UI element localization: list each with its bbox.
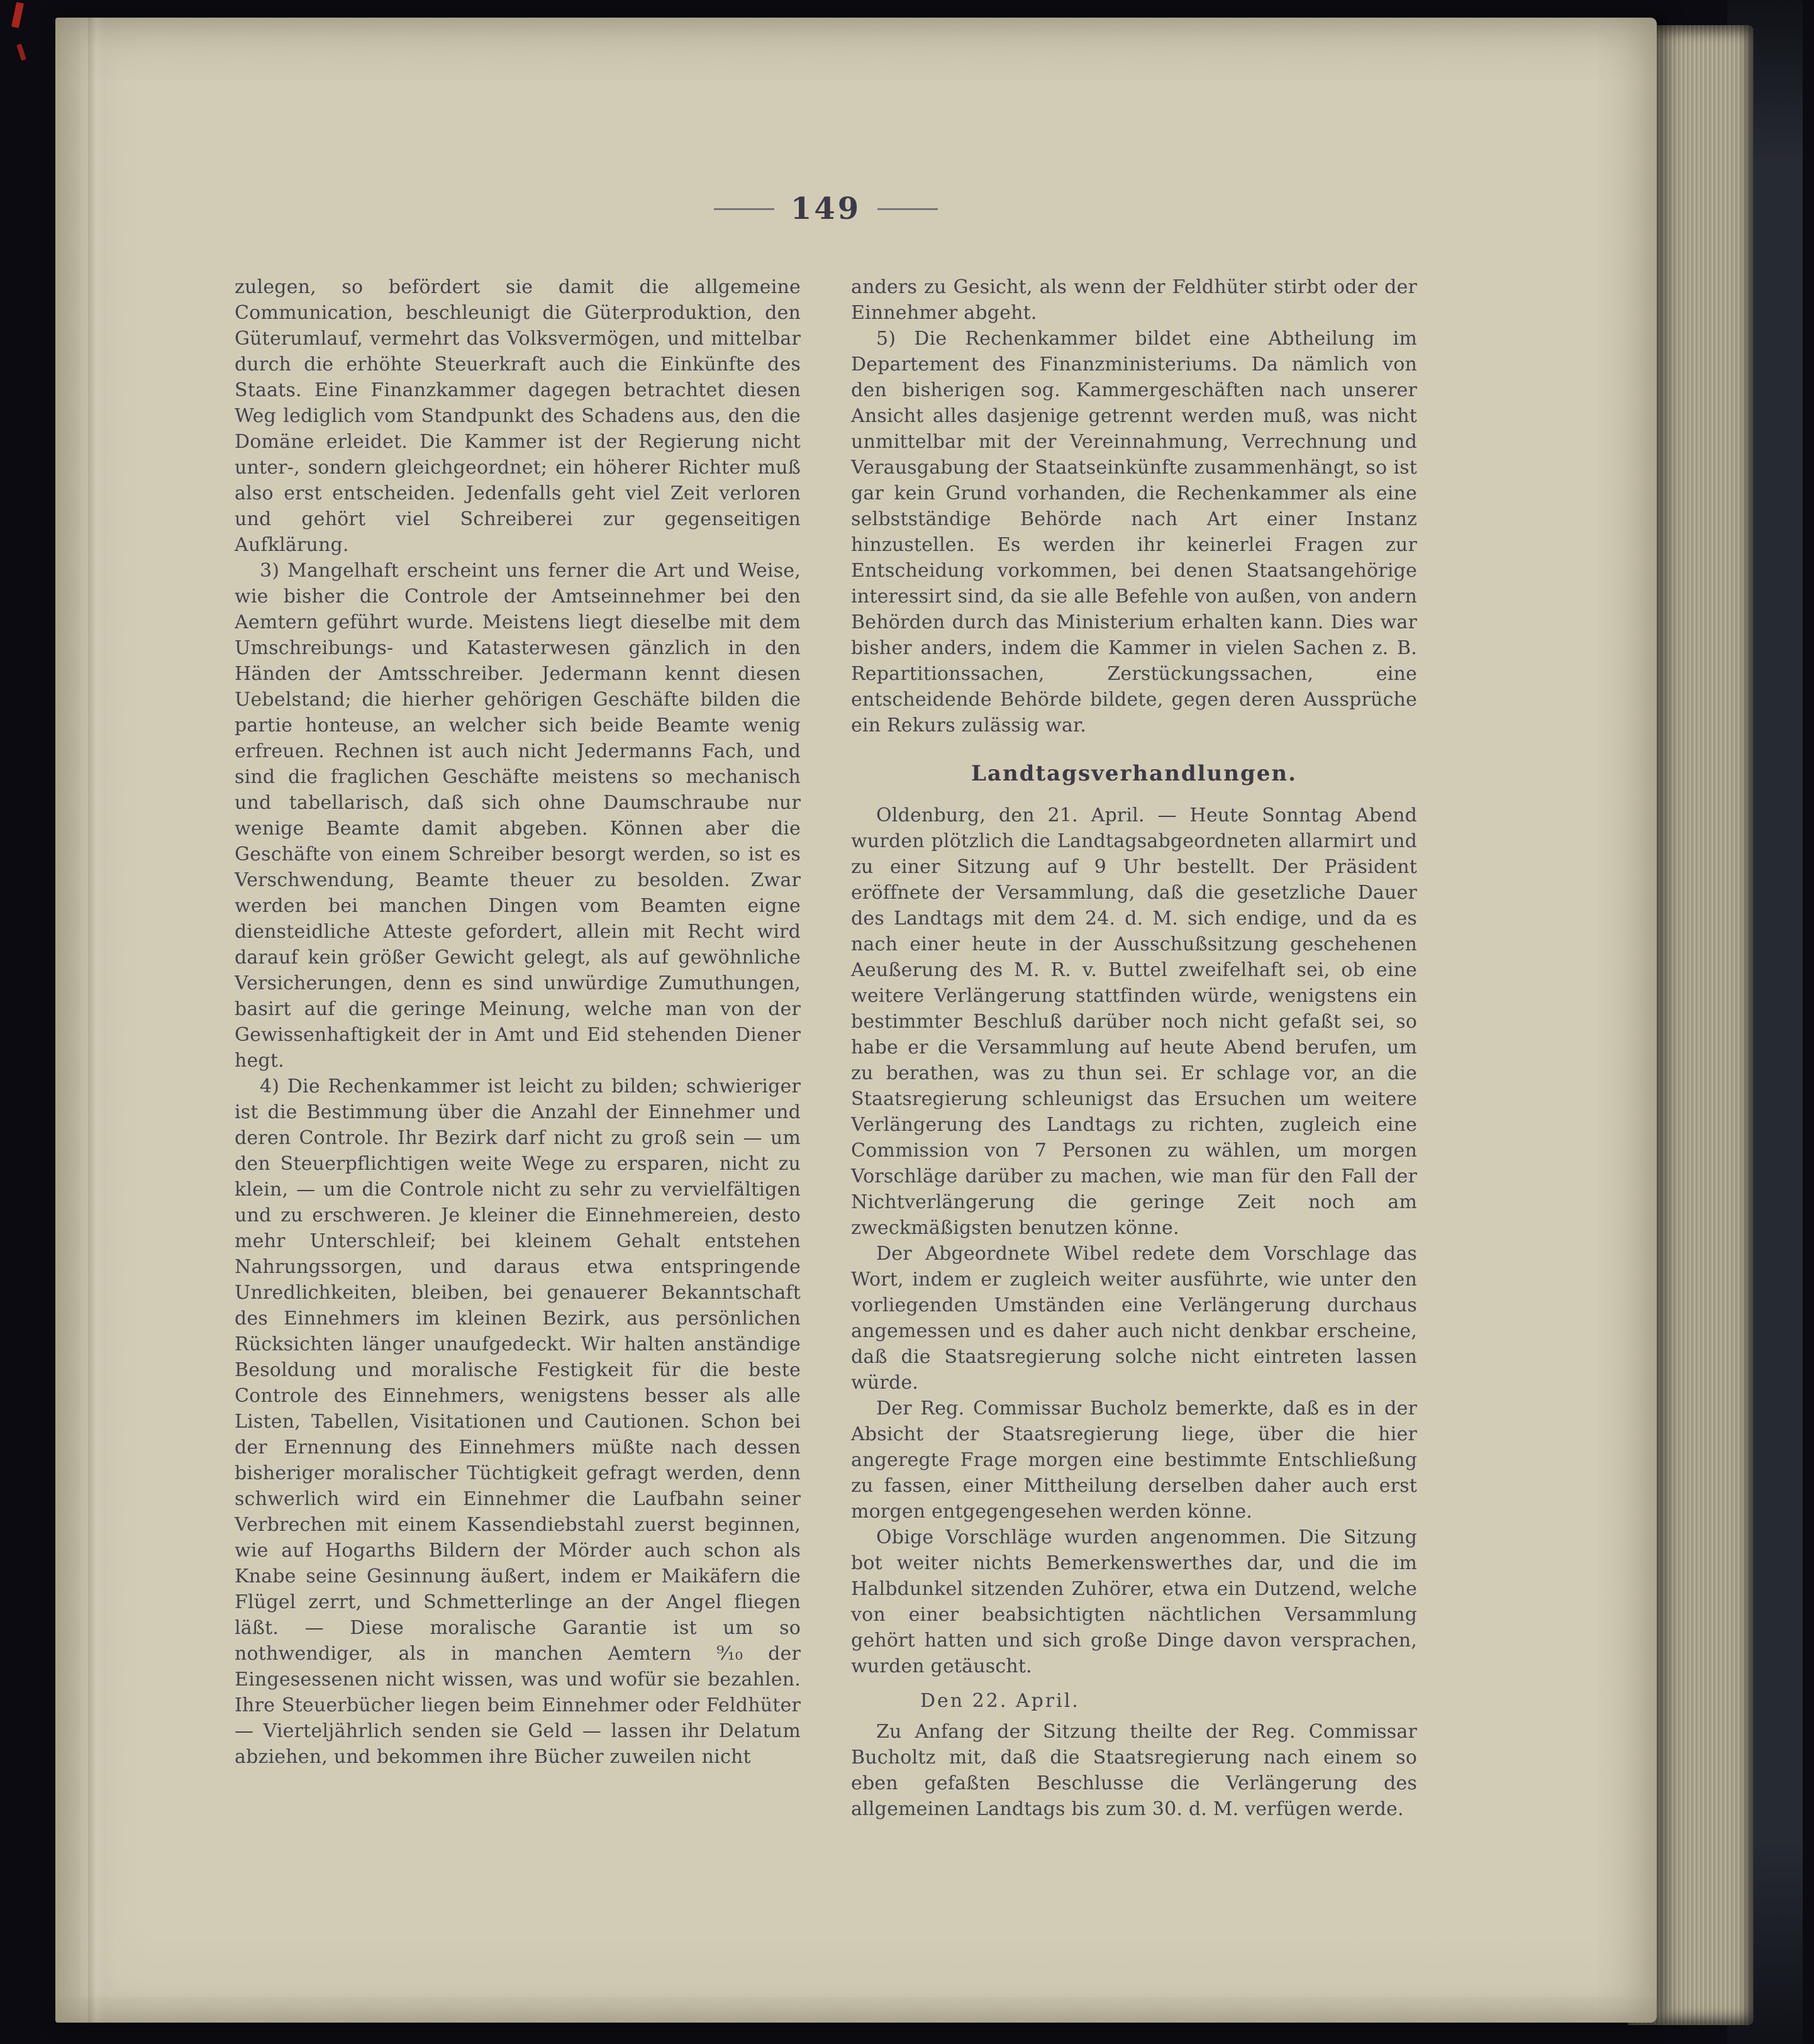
date-heading: Den 22. April. <box>920 1690 1080 1712</box>
paragraph: 3) Mangelhaft erscheint uns ferner die Art und Weise, wie bisher die Controle der Amtseinnehmer bei den Aemtern geführt wurde. Meistens liegt dieselbe mit dem Umschreibungs- und Katasterwesen gänzlich in den Händen der Amtsschreiber. Jedermann kennt diesen Uebelstand; die hierher gehörigen Geschäfte bilden die partie honteuse, an welcher sich beide Beamte wenig erfreuen. Rechnen ist auch nicht Jedermanns Fach, und sind die fraglichen Geschäfte meistens so mechanisch und tabellarisch, daß sich ohne Daumschraube nur wenige Beamte damit abgeben. Können aber die Geschäfte von einem Schreiber besorgt werden, so ist es Verschwendung, Beamte theuer zu besolden. Zwar werden bei manchen Dingen vom Beamten eigne diensteidliche Atteste gefordert, allein mit Recht wird darauf kein größer Gewicht gelegt, als auf gewöhnliche Versicherungen, denn es sind unwürdige Zumuthungen, basirt auf die geringe Meinung, welche man von der Gewissenhaftigkeit der in Amt und Eid stehenden Diener hegt. <box>235 560 801 1072</box>
paragraph: zulegen, so befördert sie damit die allgemeine Communication, beschleunigt die Güterproduktion, den Güterumlauf, vermehrt das Volksvermögen, und mittelbar durch die erhöhte Steuerkraft auch die Einkünfte des Staats. Eine Finanzkammer dagegen betrachtet diesen Weg lediglich vom Standpunkt des Schadens aus, den die Domäne erleidet. Die Kammer ist der Regierung nicht unter-, sondern gleichgeordnet; ein höherer Richter muß also erst entscheiden. Jedenfalls geht viel Zeit verloren und gehört viel Schreiberei zur gegenseitigen Aufklärung. <box>235 276 801 556</box>
paragraph: 4) Die Rechenkammer ist leicht zu bilden; schwieriger ist die Bestimmung über die Anzahl der Einnehmer und deren Controle. Ihr Bezirk darf nicht zu groß sein — um den Steuerpflichtigen weite Wege zu ersparen, nicht zu klein, — um die Controle nicht zu sehr zu vervielfältigen und zu erschweren. Je kleiner die Einnehmereien, desto mehr Unterschleif; bei kleinem Gehalt entstehen Nahrungssorgen, und daraus etwa entspringende Unredlichkeiten, bleiben, bei genauerer Bekanntschaft des Einnehmers im kleinen Bezirk, aus persönlichen Rücksichten länger unaufgedeckt. Wir halten anständige Besoldung und moralische Festigkeit für die beste Controle des Einnehmers, wenigstens besser als alle Listen, Tabellen, Visitationen und Cautionen. Schon bei der Ernennung des Einnehmers müßte nach dessen bisheriger moralischer Tüchtigkeit gefragt werden, denn schwerlich wird ein Einnehmer die Laufbahn seiner Verbrechen mit einem Kassendiebstahl zuerst beginnen, wie auf Hogarths Bildern der Mörder auch schon als Knabe seine Gesinnung äußert, indem er Maikäfern die Flügel zerrt, und Schmetterlinge an der Angel fliegen läßt. — Diese moralische Garantie ist um so nothwendiger, als in manchen Aemtern ⁹⁄₁₀ der Eingesessenen nicht wissen, was und wofür sie bezahlen. Ihre Steuerbücher liegen beim Einnehmer oder Feldhüter — Vierteljährlich senden sie Geld — lassen ihr Delatum abziehen, und bekommen ihre Bücher zuweilen nicht <box>235 1075 801 1768</box>
paragraph: anders zu Gesicht, als wenn der Feldhüter stirbt oder der Einnehmer abgeht. <box>851 276 1417 324</box>
paragraph: Der Abgeordnete Wibel redete dem Vorschlage das Wort, indem er zugleich weiter ausführte, wie unter den vorliegenden Umständen eine Verlängerung durchaus angemessen und es daher auch nicht denkbar erscheine, daß die Staatsregierung solche nicht eintreten lassen würde. <box>851 1243 1417 1394</box>
red-edge-mark <box>16 43 26 60</box>
paragraph: Obige Vorschläge wurden angenommen. Die Sitzung bot weiter nichts Bemerkenswerthes dar, und die im Halbdunkel sitzenden Zuhörer, etwa ein Dutzend, welche von einer beabsichtigten nächtlichen Versammlung gehört hatten und sich große Dinge davon versprachen, wurden getäuscht. <box>851 1526 1417 1677</box>
page-number: 149 <box>790 191 862 226</box>
section-heading: Landtagsverhandlungen. <box>971 761 1297 786</box>
page-number-rule-right <box>877 208 938 210</box>
paper-page <box>55 18 1657 2023</box>
paragraph: Oldenburg, den 21. April. — Heute Sonntag Abend wurden plötzlich die Landtagsabgeordneten allarmirt und zu einer Sitzung auf 9 Uhr bestellt. Der Präsident eröffnete der Versammlung, daß die gesetzliche Dauer des Landtags mit dem 24. d. M. sich endige, und da es nach einer heute in der Ausschußsitzung geschehenen Aeußerung des M. R. v. Buttel zweifelhaft sei, ob eine weitere Verlängerung stattfinden würde, wenigstens ein bestimmter Beschluß darüber noch nicht gefaßt sei, so habe er die Versammlung auf heute Abend berufen, um zu berathen, was zu thun sei. Er schlage vor, an die Staatsregierung schleunigst das Ersuchen um weitere Verlängerung des Landtags zu richten, zugleich eine Commission von 7 Personen zu wählen, um morgen Vorschläge darüber zu machen, wie man für den Fall der Nichtverlängerung die geringe Zeit noch am zweckmäßigsten benutzen könne. <box>851 804 1417 1239</box>
text-columns <box>235 274 1417 1822</box>
red-edge-mark <box>11 2 24 28</box>
page-number-rule-left <box>714 208 774 210</box>
right-column <box>851 274 1417 1822</box>
left-column <box>235 274 801 1822</box>
paragraph: Der Reg. Commissar Bucholz bemerkte, daß es in der Absicht der Staatsregierung liege, über die hier angeregte Frage morgen eine bestimmte Entschließung zu fassen, einer Mittheilung derselben daher auch erst morgen entgegengesehen werden könne. <box>851 1397 1417 1523</box>
page-header <box>235 191 1417 226</box>
paragraph: 5) Die Rechenkammer bildet eine Abtheilung im Departement des Finanzministeriums. Da nämlich von den bisherigen sog. Kammergeschäften nach unserer Ansicht alles dasjenige getrennt werden muß, was nicht unmittelbar mit der Vereinnahmung, Verrechnung und Verausgabung der Staatseinkünfte zusammenhängt, so ist gar kein Grund vorhanden, die Rechenkammer als eine selbstständige Behörde nach Art einer Instanz hinzustellen. Es werden ihr keinerlei Fragen zur Entscheidung vorkommen, bei denen Staatsangehörige interessirt sind, da sie alle Befehle von außen, von andern Behörden durch das Ministerium erhalten kann. Dies war bisher anders, indem die Kammer in vielen Sachen z. B. Repartitionssachen, Zerstückungssachen, eine entscheidende Behörde bildete, gegen deren Aussprüche ein Rekurs zulässig war. <box>851 328 1417 736</box>
paragraph: Zu Anfang der Sitzung theilte der Reg. Commissar Bucholtz mit, daß die Staatsregierung nach einem so eben gefaßten Beschlusse die Verlängerung des allgemeinen Landtags bis zum 30. d. M. verfügen werde. <box>851 1721 1417 1820</box>
